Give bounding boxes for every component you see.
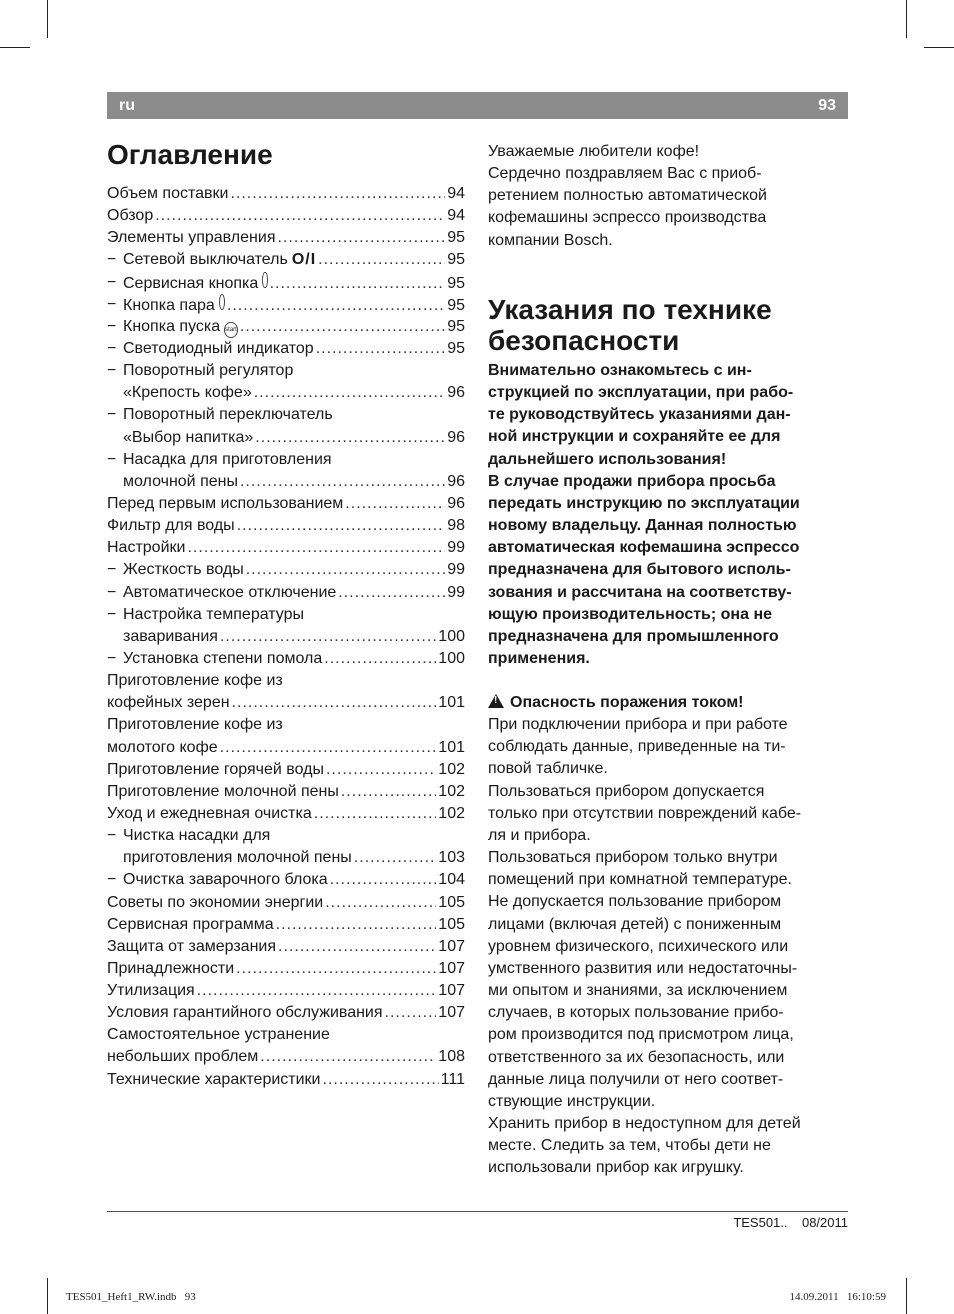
toc-entry bbox=[107, 227, 465, 249]
toc-entry bbox=[107, 626, 465, 648]
toc-page-number: 102 bbox=[438, 804, 465, 822]
toc-entry bbox=[107, 648, 465, 670]
steam-button-icon bbox=[219, 294, 225, 310]
safety-bold-paragraph bbox=[488, 360, 850, 670]
toc-leader-dots bbox=[232, 692, 437, 714]
toc-entry-label: Кнопка пара bbox=[123, 296, 215, 314]
warning-line: ствующие инструкции. bbox=[488, 1092, 656, 1110]
safety-bold-line: Внимательно ознакомьтесь с ин- bbox=[488, 362, 752, 379]
toc-page-number: 102 bbox=[438, 760, 465, 778]
toc-entry bbox=[107, 958, 465, 980]
toc-page-number: 95 bbox=[447, 317, 465, 335]
crop-mark bbox=[924, 47, 954, 48]
toc-entry-label: кофейных зерен bbox=[107, 694, 230, 712]
toc-entry bbox=[107, 515, 465, 537]
toc-entry bbox=[107, 737, 465, 759]
toc-entry-label: Принадлежности bbox=[107, 959, 235, 977]
toc-page-number: 94 bbox=[447, 207, 465, 225]
toc-entry-label: «Крепость кофе» bbox=[123, 384, 252, 402]
toc-page-number: 111 bbox=[440, 1070, 465, 1088]
warning-line: ля и прибора. bbox=[488, 826, 591, 844]
warning-line: ответственного за их безопасность, или bbox=[488, 1048, 785, 1066]
toc-entry bbox=[107, 892, 465, 914]
toc-entry bbox=[107, 803, 465, 825]
warning-line: ми опытом и знаниями, за исключением bbox=[488, 982, 788, 1000]
safety-bold-line: струкцией по эксплуатации, при рабо- bbox=[488, 384, 794, 402]
toc-entry bbox=[107, 759, 465, 781]
toc-page-number: 100 bbox=[438, 627, 465, 645]
toc-entry bbox=[107, 714, 465, 736]
toc-entry-label: Настройки bbox=[107, 539, 186, 557]
warning-line: месте. Следить за тем, чтобы дети не bbox=[488, 1137, 771, 1155]
toc-leader-dots bbox=[246, 559, 446, 581]
toc-entry bbox=[107, 692, 465, 714]
safety-section-title bbox=[488, 294, 772, 356]
warning-line: случаев, в которых пользование прибо- bbox=[488, 1004, 784, 1022]
toc-entry bbox=[107, 869, 465, 891]
safety-bold-line: применения. bbox=[488, 650, 590, 668]
safety-title-line: Указания по технике bbox=[488, 294, 772, 325]
toc-entry-label: Настройка температуры bbox=[123, 605, 304, 623]
toc-page-number: 105 bbox=[438, 893, 465, 911]
toc-entry-label: Жесткость воды bbox=[123, 561, 244, 579]
safety-bold-line: зования и рассчитана на соответству- bbox=[488, 583, 792, 601]
crop-mark bbox=[0, 47, 30, 48]
toc-page-number: 107 bbox=[438, 982, 465, 1000]
warning-heading-text: Опасность поражения током! bbox=[510, 694, 744, 711]
toc-entry-label: Перед первым использованием bbox=[107, 494, 344, 512]
toc-entry-label: Поворотный переключатель bbox=[123, 406, 333, 424]
toc-entry-label: Самостоятельное устранение bbox=[107, 1026, 330, 1044]
toc-leader-dots bbox=[325, 892, 436, 914]
slug-page: 93 bbox=[184, 1291, 196, 1303]
warning-line: Не допускается пользование прибором bbox=[488, 893, 782, 911]
toc-page-number: 102 bbox=[438, 782, 465, 800]
toc-leader-dots bbox=[240, 471, 445, 493]
toc-entry-label: приготовления молочной пены bbox=[123, 849, 352, 867]
toc-entry-label: Насадка для приготовления bbox=[123, 450, 332, 468]
slug-filename: TES501_Heft1_RW.indb bbox=[66, 1291, 177, 1303]
toc-page-number: 96 bbox=[447, 428, 465, 446]
toc-entry-label: Приготовление молочной пены bbox=[107, 782, 339, 800]
toc-entry bbox=[107, 1046, 465, 1068]
start-button-icon: start bbox=[224, 322, 238, 338]
toc-leader-dots bbox=[220, 626, 436, 648]
warning-line: лицами (включая детей) с пониженным bbox=[488, 915, 782, 933]
table-of-contents bbox=[107, 183, 465, 1091]
toc-leader-dots bbox=[314, 803, 437, 825]
toc-entry bbox=[107, 1069, 465, 1091]
toc-dash: − bbox=[107, 649, 117, 667]
toc-leader-dots bbox=[326, 759, 436, 781]
toc-entry bbox=[107, 427, 465, 449]
warning-paragraph bbox=[488, 714, 850, 1179]
electric-shock-warning bbox=[488, 692, 850, 1179]
warning-line: умственного развития или недостаточны- bbox=[488, 959, 798, 977]
warning-line: соблюдать данные, приведенные на ти- bbox=[488, 738, 786, 756]
page-header-bar bbox=[107, 92, 848, 119]
print-slug-timestamp bbox=[790, 1291, 886, 1303]
edition-date: 08/2011 bbox=[801, 1215, 848, 1230]
toc-entry bbox=[107, 382, 465, 404]
greeting-line: Уважаемые любители кофе! bbox=[488, 143, 700, 160]
safety-bold-line: те руководствуйтесь указаниями дан- bbox=[488, 406, 791, 424]
toc-dash: − bbox=[107, 362, 117, 380]
warning-line: Хранить прибор в недоступном для детей bbox=[488, 1114, 801, 1132]
toc-entry bbox=[107, 781, 465, 803]
safety-bold-line: ной инструкции и сохраняйте ее для bbox=[488, 428, 781, 446]
toc-leader-dots bbox=[227, 295, 445, 317]
toc-entry bbox=[107, 604, 465, 626]
toc-dash: − bbox=[107, 295, 117, 313]
toc-leader-dots bbox=[316, 338, 446, 360]
warning-line: Пользоваться прибором допускается bbox=[488, 782, 765, 800]
toc-leader-dots bbox=[330, 869, 437, 891]
footer-divider bbox=[107, 1211, 848, 1212]
toc-leader-dots bbox=[197, 980, 437, 1002]
toc-page-number: 105 bbox=[438, 915, 465, 933]
toc-entry-label: Светодиодный индикатор bbox=[123, 339, 314, 357]
toc-page-number: 99 bbox=[447, 539, 465, 557]
toc-entry-label: Сервисная кнопка bbox=[123, 274, 259, 292]
toc-entry bbox=[107, 471, 465, 493]
toc-entry bbox=[107, 670, 465, 692]
toc-page-number: 96 bbox=[447, 384, 465, 402]
footer-model-date bbox=[733, 1215, 848, 1230]
toc-page-number: 103 bbox=[438, 849, 465, 867]
toc-leader-dots bbox=[276, 914, 437, 936]
toc-entry-label: заваривания bbox=[123, 627, 218, 645]
toc-entry-label: молочной пены bbox=[123, 472, 238, 490]
slug-time: 16:10:59 bbox=[846, 1291, 886, 1303]
warning-line: только при отсутствии повреждений кабе- bbox=[488, 804, 802, 822]
greeting-line: Сердечно поздравляем Вас с приоб- bbox=[488, 165, 762, 183]
toc-entry-label: Сервисная программа bbox=[107, 915, 274, 933]
safety-bold-line: дальнейшего использования! bbox=[488, 450, 727, 468]
warning-line: использовали прибор как игрушку. bbox=[488, 1159, 744, 1177]
toc-page-number: 101 bbox=[438, 738, 465, 756]
toc-leader-dots bbox=[230, 183, 445, 205]
toc-leader-dots bbox=[341, 781, 436, 803]
toc-entry-label: Приготовление кофе из bbox=[107, 672, 283, 690]
toc-leader-dots bbox=[260, 1046, 436, 1068]
safety-bold-line: В случае продажи прибора просьба bbox=[488, 472, 776, 490]
toc-entry bbox=[107, 847, 465, 869]
toc-entry bbox=[107, 404, 465, 426]
warning-line: ром производится под присмотром лица, bbox=[488, 1026, 794, 1044]
toc-page-number: 95 bbox=[447, 229, 465, 247]
warning-line: При подключении прибора и при работе bbox=[488, 716, 788, 734]
language-code: ru bbox=[119, 97, 135, 114]
toc-page-number: 107 bbox=[438, 937, 465, 955]
toc-entry bbox=[107, 205, 465, 227]
toc-entry bbox=[107, 249, 465, 271]
toc-entry bbox=[107, 914, 465, 936]
print-slug-file bbox=[66, 1291, 196, 1303]
toc-page-number: 104 bbox=[438, 871, 465, 889]
toc-entry-label: Утилизация bbox=[107, 982, 195, 1000]
warning-line: данные лица получили от него соответ- bbox=[488, 1070, 784, 1088]
toc-entry-label: Уход и ежедневная очистка bbox=[107, 804, 312, 822]
safety-bold-line: ющую производительность; она не bbox=[488, 605, 772, 623]
toc-leader-dots bbox=[354, 847, 437, 869]
page-number: 93 bbox=[818, 97, 836, 114]
toc-page-number: 100 bbox=[438, 649, 465, 667]
toc-entry bbox=[107, 936, 465, 958]
toc-page-number: 107 bbox=[438, 959, 465, 977]
toc-leader-dots bbox=[187, 537, 445, 559]
toc-entry bbox=[107, 360, 465, 382]
greeting-line: ретением полностью автоматической bbox=[488, 187, 767, 205]
toc-leader-dots bbox=[338, 582, 445, 604]
toc-page-number: 101 bbox=[438, 694, 465, 712]
warning-line: уровнем физического, психического или bbox=[488, 937, 789, 955]
toc-dash: − bbox=[107, 339, 117, 357]
toc-entry bbox=[107, 825, 465, 847]
power-switch-symbol: O/I bbox=[291, 251, 317, 269]
toc-title: Оглавление bbox=[107, 139, 273, 170]
toc-entry-label: Защита от замерзания bbox=[107, 937, 276, 955]
toc-page-number: 96 bbox=[447, 472, 465, 490]
toc-leader-dots bbox=[345, 493, 445, 515]
toc-leader-dots bbox=[254, 382, 445, 404]
toc-entry bbox=[107, 316, 465, 338]
toc-entry-label: Кнопка пуска bbox=[123, 317, 221, 335]
toc-entry bbox=[107, 449, 465, 471]
toc-page-number: 96 bbox=[447, 494, 465, 512]
toc-page-number: 107 bbox=[438, 1004, 465, 1022]
toc-dash: − bbox=[107, 251, 117, 269]
toc-leader-dots bbox=[237, 515, 446, 537]
toc-entry bbox=[107, 338, 465, 360]
crop-mark bbox=[906, 0, 907, 38]
toc-entry bbox=[107, 559, 465, 581]
safety-bold-line: предназначена для бытового исполь- bbox=[488, 561, 791, 579]
toc-page-number: 95 bbox=[447, 296, 465, 314]
toc-entry-label: Обзор bbox=[107, 207, 154, 225]
toc-entry bbox=[107, 183, 465, 205]
warning-line: повой табличке. bbox=[488, 760, 608, 778]
model-number: TES501.. bbox=[733, 1215, 788, 1230]
toc-entry-label: «Выбор напитка» bbox=[123, 428, 254, 446]
toc-leader-dots bbox=[220, 737, 437, 759]
toc-entry-label: Сетевой выключатель bbox=[123, 251, 288, 269]
toc-entry-label: Элементы управления bbox=[107, 229, 276, 247]
toc-page-number: 94 bbox=[447, 185, 465, 202]
toc-page-number: 98 bbox=[447, 517, 465, 535]
toc-entry bbox=[107, 1002, 465, 1024]
warning-triangle-icon bbox=[488, 694, 504, 708]
toc-leader-dots bbox=[385, 1002, 437, 1024]
service-button-icon bbox=[262, 272, 267, 288]
safety-bold-line: предназначена для промышленного bbox=[488, 627, 779, 645]
toc-dash: − bbox=[107, 273, 117, 291]
greeting-paragraph bbox=[488, 141, 850, 252]
toc-page-number: 99 bbox=[447, 583, 465, 601]
warning-line: помещений при комнатной температуре. bbox=[488, 871, 792, 889]
toc-entry-label: Автоматическое отключение bbox=[123, 583, 337, 601]
toc-leader-dots bbox=[323, 1069, 439, 1091]
toc-entry-label: небольших проблем bbox=[107, 1048, 259, 1066]
toc-dash: − bbox=[107, 827, 117, 845]
greeting-line: компании Bosch. bbox=[488, 231, 613, 249]
crop-mark bbox=[47, 1278, 48, 1314]
toc-entry bbox=[107, 294, 465, 316]
slug-date: 14.09.2011 bbox=[789, 1291, 839, 1303]
toc-entry-label: Советы по экономии энергии bbox=[107, 893, 324, 911]
toc-dash: − bbox=[107, 406, 117, 424]
toc-entry bbox=[107, 1024, 465, 1046]
toc-leader-dots bbox=[324, 648, 436, 670]
toc-entry-label: Объем поставки bbox=[107, 185, 229, 202]
toc-dash: − bbox=[107, 561, 117, 579]
crop-mark bbox=[47, 0, 48, 38]
toc-leader-dots bbox=[240, 316, 445, 338]
toc-entry bbox=[107, 537, 465, 559]
crop-mark bbox=[906, 1278, 907, 1314]
toc-page-number: 95 bbox=[447, 339, 465, 357]
toc-entry bbox=[107, 980, 465, 1002]
toc-page-number: 99 bbox=[447, 561, 465, 579]
toc-entry bbox=[107, 582, 465, 604]
toc-entry-label: Технические характеристики bbox=[107, 1070, 321, 1088]
safety-bold-line: автоматическая кофемашина эспрессо bbox=[488, 539, 800, 557]
toc-page-number: 108 bbox=[438, 1048, 465, 1066]
toc-page-number: 95 bbox=[447, 274, 465, 292]
toc-dash: − bbox=[107, 583, 117, 601]
toc-entry-label: молотого кофе bbox=[107, 738, 218, 756]
greeting-line: кофемашины эспрессо производства bbox=[488, 209, 767, 227]
toc-entry-label: Приготовление горячей воды bbox=[107, 760, 324, 778]
toc-entry bbox=[107, 272, 465, 294]
toc-entry-label: Очистка заварочного блока bbox=[123, 871, 328, 889]
toc-page-number: 95 bbox=[447, 251, 465, 269]
toc-entry bbox=[107, 493, 465, 515]
toc-leader-dots bbox=[255, 427, 445, 449]
toc-leader-dots bbox=[236, 958, 436, 980]
toc-leader-dots bbox=[277, 227, 445, 249]
safety-title-line: безопасности bbox=[488, 325, 680, 356]
warning-line: Пользоваться прибором только внутри bbox=[488, 849, 778, 867]
toc-leader-dots bbox=[278, 936, 436, 958]
toc-dash: − bbox=[107, 317, 117, 335]
toc-leader-dots bbox=[318, 249, 445, 271]
toc-leader-dots bbox=[270, 273, 446, 295]
warning-heading bbox=[488, 692, 850, 714]
safety-bold-line: передать инструкцию по эксплуатации bbox=[488, 494, 800, 512]
safety-bold-line: новому владельцу. Данная полностью bbox=[488, 517, 797, 535]
toc-dash: − bbox=[107, 605, 117, 623]
toc-entry-label: Фильтр для воды bbox=[107, 517, 235, 535]
toc-entry-label: Установка степени помола bbox=[123, 649, 323, 667]
toc-leader-dots bbox=[155, 205, 445, 227]
toc-entry-label: Условия гарантийного обслуживания bbox=[107, 1004, 383, 1022]
toc-entry-label: Чистка насадки для bbox=[123, 827, 271, 845]
toc-dash: − bbox=[107, 871, 117, 889]
toc-dash: − bbox=[107, 450, 117, 468]
toc-entry-label: Приготовление кофе из bbox=[107, 716, 283, 734]
toc-entry-label: Поворотный регулятор bbox=[123, 362, 294, 380]
